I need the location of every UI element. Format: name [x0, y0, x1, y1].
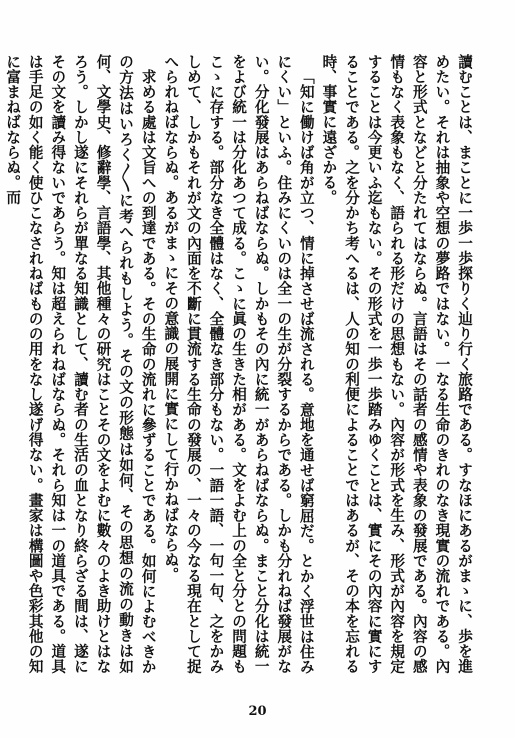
paragraph-1: 讀むことは、まことに一歩一歩探りく辿り行く旅路である。すなほにあるがまゝに、歩を進めたい。それは抽象や空想の夢路ではない。一なる生命のきれのなき現實の流れである。內容と形式となどと分たれてはならぬ。言語はその話者の感情や表象の發展である。內容の感情もなく表象もなく、語られる形だけの思想もない。內容が形式を生み、形式が內容を規定することは今更いふ迄もない。その形式を一歩一歩踏みゆくことは、實にその內容に實にすることである。之を分かち考へるは、人の知の利便によることではあるが、その本を忘れる時、事實に遠ざかる。 — [320, 54, 473, 674]
page-number: 20 — [248, 704, 267, 719]
body-text — [4, 54, 475, 674]
paragraph-2: 「知に働けば角が立つ、情に掉させば流される。意地を通せば窮屈だ。とかく浮世は住みにくい」といふ。住みにくいのは全一の生が分裂するからである。しかも分れねば發展がない。分化發展はあらねばならぬ。しかもその內に統一があらねばならぬ。まこと分化は統一をよび統一は分化あつて成る。こゝに眞の生きた相がある。文をよむ上の全と分との問題もこゝに存する。部分なき全體はなく、全體なき部分もない。一語一語、一句一句、之をかみしめて、しかもそれが文の內面を不斷に貫流する生命の發展の、一々の今なる現在として捉へられねばならぬ。あるがまゝにその意識の展開に實にして行かねばならぬ。 — [162, 54, 315, 674]
paragraph-3: 求める處は文旨への到達である。その生命の流れに參ずることである。如何によむべきかの方法はいろく〱に考へられもしよう。その文の形態は如何、その思想の流の動きは如何、文學史、修辭學、言語學、其他種々の研究はことその文をよむに數々のよき助けとはなろう。しかし遂にそれらが單なる知識として、讀む者の生活の血となり終らざる間は、遂にその文を讀み得ないであらう。知は超えられねばならぬ。それら知は一の道具である。道具は手足の如く能く使ひこなされねばものの用をなし遂げ得ない。畫家は構圖や色彩其他の知に富まねばならぬ。而 — [4, 54, 157, 674]
